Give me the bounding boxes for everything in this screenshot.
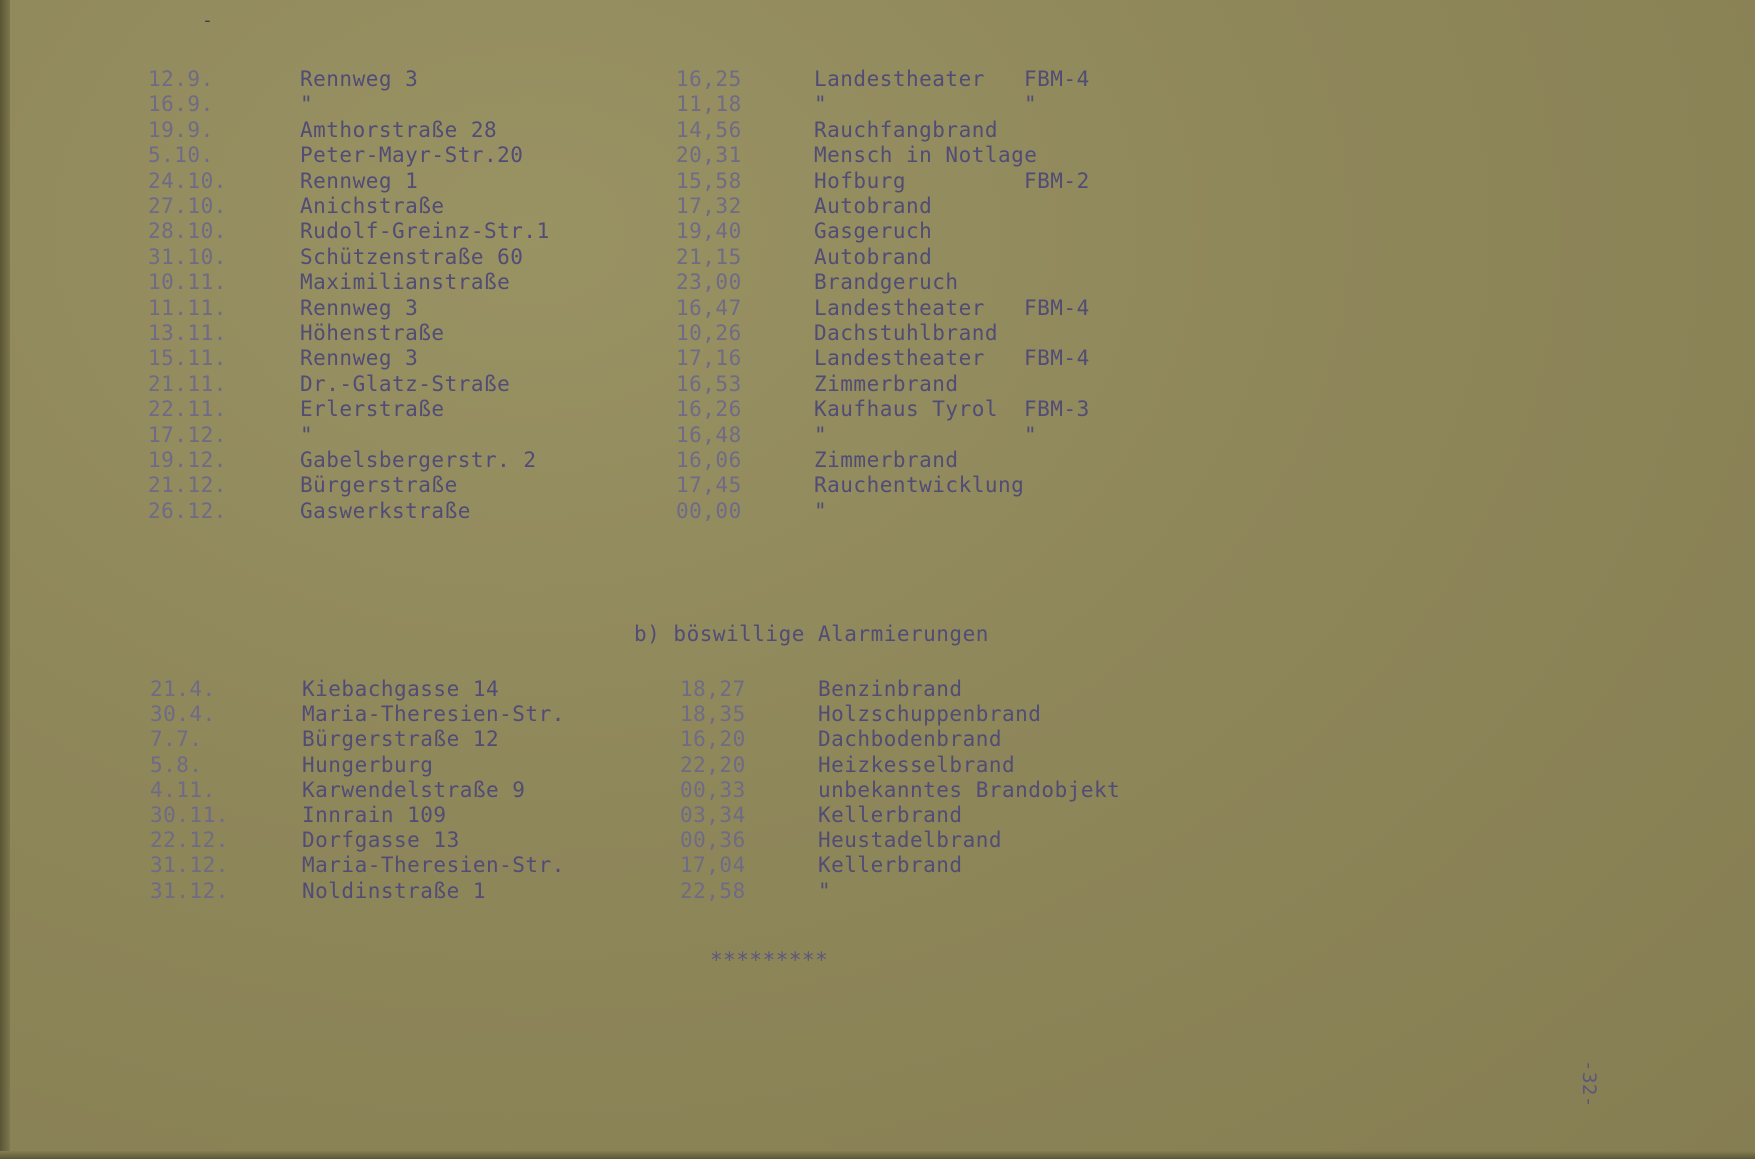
list-row	[148, 346, 1248, 371]
entry-time: 21,15	[676, 244, 742, 269]
entry-date: 5.10.	[148, 143, 214, 168]
entry-location: Maria-Theresien-Str.	[302, 702, 565, 727]
entry-date: 22.11.	[148, 397, 227, 422]
entry-time: 16,48	[676, 422, 742, 447]
entry-location: Karwendelstraße 9	[302, 777, 526, 802]
list-row	[148, 448, 1248, 473]
entry-time: 18,27	[680, 677, 746, 701]
entry-time: 15,58	[676, 168, 742, 193]
entry-time: 17,45	[676, 473, 742, 498]
entry-location: Gaswerkstraße	[300, 498, 471, 523]
entry-date: 17.12.	[148, 422, 227, 447]
list-row	[148, 92, 1248, 117]
entry-location: Hungerburg	[302, 752, 434, 777]
entry-description: Gasgeruch	[814, 219, 933, 244]
entry-location: Rennweg 1	[300, 168, 419, 193]
entry-time: 16,20	[680, 727, 746, 752]
entry-date: 30.4.	[150, 702, 216, 727]
entry-time: 22,20	[680, 752, 746, 777]
entry-time: 03,34	[680, 803, 746, 827]
entry-date: 11.11.	[148, 295, 227, 320]
entry-time: 16,26	[676, 397, 742, 422]
list-row	[150, 879, 1250, 904]
entry-description: Heizkesselbrand	[818, 752, 1016, 777]
entry-description: "	[814, 422, 828, 447]
entry-location: Gabelsbergerstr. 2	[300, 448, 537, 472]
entry-date: 31.12.	[150, 853, 229, 878]
entry-alarm-code: "	[1024, 422, 1038, 447]
page-edge-left	[0, 0, 10, 1159]
list-row	[148, 194, 1248, 219]
list-row	[150, 753, 1250, 778]
entry-location: Amthorstraße 28	[300, 117, 498, 142]
entry-date: 22.12.	[150, 828, 229, 853]
entry-time: 23,00	[676, 270, 742, 295]
list-row	[150, 853, 1250, 878]
entry-description: Zimmerbrand	[814, 448, 959, 472]
entry-location: Rennweg 3	[300, 346, 419, 371]
entry-description: Mensch in Notlage	[814, 143, 1038, 168]
entry-location: Anichstraße	[300, 194, 445, 218]
entry-description: Kaufhaus Tyrol	[814, 397, 999, 422]
entry-time: 18,35	[680, 702, 746, 727]
entry-time: 00,36	[680, 828, 746, 853]
entry-location: "	[300, 92, 314, 117]
entry-description: Rauchentwicklung	[814, 473, 1025, 498]
entry-description: Kellerbrand	[818, 803, 963, 827]
entry-location: Höhenstraße	[300, 321, 445, 345]
entry-description: Dachstuhlbrand	[814, 321, 999, 345]
entry-description: Hofburg	[814, 168, 907, 193]
entry-date: 21.4.	[150, 677, 216, 701]
list-row	[150, 778, 1250, 803]
entry-date: 19.12.	[148, 448, 227, 472]
entry-description: Rauchfangbrand	[814, 117, 999, 142]
entry-time: 22,58	[680, 878, 746, 903]
entry-date: 21.12.	[148, 473, 227, 498]
entry-location: Bürgerstraße 12	[302, 727, 500, 752]
list-row	[150, 702, 1250, 727]
list-row	[150, 828, 1250, 853]
entry-location: Maximilianstraße	[300, 270, 511, 295]
entry-location: "	[300, 422, 314, 447]
entry-date: 7.7.	[150, 727, 203, 752]
entry-description: Zimmerbrand	[814, 371, 959, 396]
entry-description: Landestheater	[814, 346, 985, 371]
entry-date: 5.8.	[150, 752, 203, 777]
page-number: -32-	[1578, 1060, 1600, 1108]
entry-alarm-code: FBM-4	[1024, 67, 1090, 91]
list-row	[148, 245, 1248, 270]
entry-date: 4.11.	[150, 777, 216, 802]
entry-time: 14,56	[676, 117, 742, 142]
entry-description: "	[818, 878, 832, 903]
list-row	[148, 423, 1248, 448]
section-b-title: b) böswillige Alarmierungen	[634, 622, 989, 646]
list-row	[150, 677, 1250, 702]
entry-description: Landestheater	[814, 295, 985, 320]
entry-time: 11,18	[676, 92, 742, 117]
entry-location: Innrain 109	[302, 803, 447, 827]
list-row	[148, 372, 1248, 397]
entry-description: Holzschuppenbrand	[818, 702, 1042, 727]
entry-date: 19.9.	[148, 117, 214, 142]
entry-time: 19,40	[676, 219, 742, 244]
entry-date: 15.11.	[148, 346, 227, 371]
entry-description: Landestheater	[814, 67, 985, 91]
entry-date: 24.10.	[148, 168, 227, 193]
entry-date: 28.10.	[148, 219, 227, 244]
list-row	[148, 296, 1248, 321]
entry-alarm-code: FBM-4	[1024, 346, 1090, 371]
entry-description: Dachbodenbrand	[818, 727, 1003, 752]
entry-location: Rennweg 3	[300, 67, 419, 91]
list-row	[150, 803, 1250, 828]
entry-date: 27.10.	[148, 194, 227, 218]
list-row	[148, 143, 1248, 168]
entry-description: "	[814, 498, 828, 523]
entry-date: 16.9.	[148, 92, 214, 117]
list-row	[150, 727, 1250, 752]
list-row	[148, 219, 1248, 244]
list-row	[148, 397, 1248, 422]
entry-time: 00,00	[676, 498, 742, 523]
entry-alarm-code: FBM-4	[1024, 295, 1090, 320]
entry-alarm-code: FBM-2	[1024, 168, 1090, 193]
entry-time: 16,53	[676, 371, 742, 396]
entry-date: 12.9.	[148, 67, 214, 91]
entry-date: 31.10.	[148, 244, 227, 269]
entry-time: 17,04	[680, 853, 746, 878]
entry-description: "	[814, 92, 828, 117]
list-row	[148, 270, 1248, 295]
entry-location: Erlerstraße	[300, 397, 445, 422]
entry-description: Autobrand	[814, 194, 933, 218]
entry-time: 17,32	[676, 194, 742, 218]
list-row	[148, 118, 1248, 143]
entry-date: 10.11.	[148, 270, 227, 295]
list-row	[148, 321, 1248, 346]
entry-date: 21.11.	[148, 371, 227, 396]
separator-line: *********	[710, 948, 829, 972]
list-row	[148, 169, 1248, 194]
entry-description: Kellerbrand	[818, 853, 963, 878]
list-row	[148, 499, 1248, 524]
top-mark: -	[202, 10, 214, 31]
entry-time: 16,47	[676, 295, 742, 320]
entry-time: 17,16	[676, 346, 742, 371]
entry-time: 10,26	[676, 321, 742, 345]
entry-description: Autobrand	[814, 244, 933, 269]
entry-alarm-code: "	[1024, 92, 1038, 117]
entry-date: 30.11.	[150, 803, 229, 827]
entry-location: Noldinstraße 1	[302, 878, 487, 903]
entry-location: Maria-Theresien-Str.	[302, 853, 565, 878]
entry-location: Schützenstraße 60	[300, 244, 524, 269]
entry-location: Kiebachgasse 14	[302, 677, 500, 701]
entry-location: Rudolf-Greinz-Str.1	[300, 219, 550, 244]
entry-description: Heustadelbrand	[818, 828, 1003, 853]
entry-location: Dorfgasse 13	[302, 828, 460, 853]
entry-time: 20,31	[676, 143, 742, 168]
entry-location: Bürgerstraße	[300, 473, 458, 498]
list-row	[148, 473, 1248, 498]
page-edge-bottom	[0, 1151, 1755, 1159]
entry-time: 00,33	[680, 777, 746, 802]
entry-location: Dr.-Glatz-Straße	[300, 371, 511, 396]
entry-date: 26.12.	[148, 498, 227, 523]
entry-date: 13.11.	[148, 321, 227, 345]
entry-time: 16,25	[676, 67, 742, 91]
entry-date: 31.12.	[150, 878, 229, 903]
entry-description: Brandgeruch	[814, 270, 959, 295]
entry-alarm-code: FBM-3	[1024, 397, 1090, 422]
entry-location: Peter-Mayr-Str.20	[300, 143, 524, 168]
entry-description: unbekanntes Brandobjekt	[818, 777, 1121, 802]
list-row	[148, 67, 1248, 92]
entry-description: Benzinbrand	[818, 677, 963, 701]
entry-time: 16,06	[676, 448, 742, 472]
entry-location: Rennweg 3	[300, 295, 419, 320]
